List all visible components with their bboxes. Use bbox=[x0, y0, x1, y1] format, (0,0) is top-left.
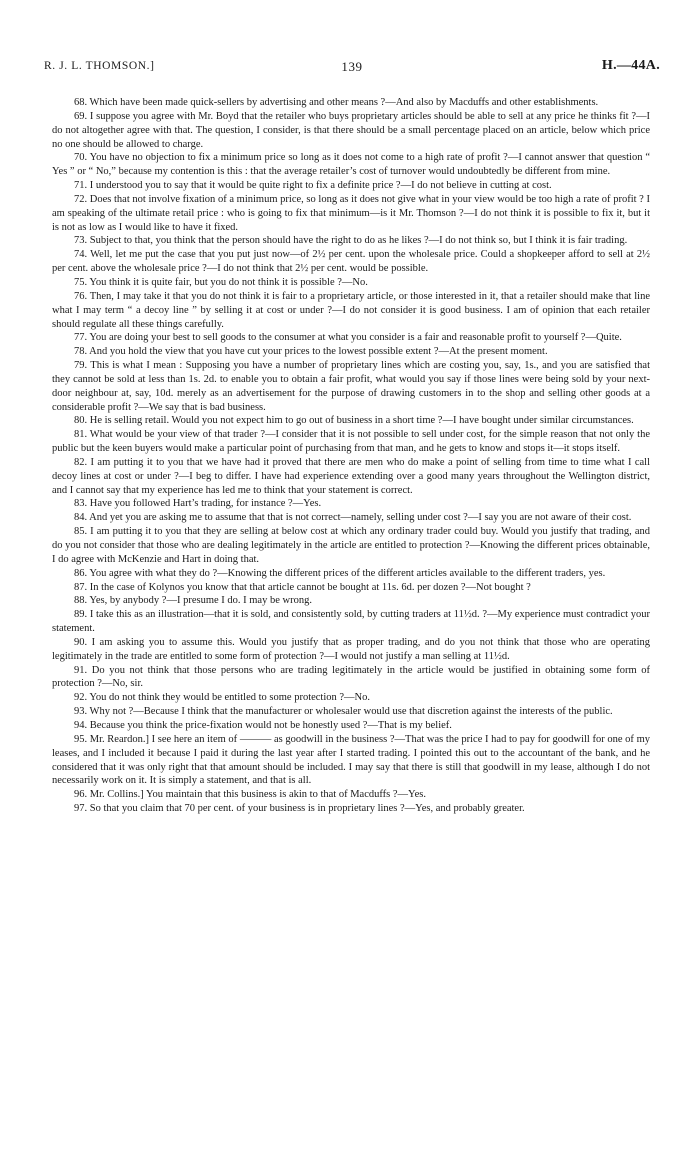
document-reference: H.—44A. bbox=[601, 58, 660, 73]
paragraph-70: 70. You have no objection to fix a minimum price so long as it does not come to a high rate of profit ?—I cannot answer that question “ Yes ” or “ No,” because my contention is this : that the average retailer’s cost of turnover would undoubtedly be different from mine. bbox=[52, 152, 650, 178]
paragraph-95: 95. Mr. Reardon.] I see here an item of ——— as goodwill in the business ?—That was the price I had to pay for goodwill for one of my leases, and I included it because I paid it during the last year after I started trading. I pointed this out to the accountant of the bank, and he considered that it was only right that that amount should be included. I may say that there is still that goodwill in my lease, although I do not necessarily work on it. It is simply a statement, and that is all. bbox=[52, 733, 650, 787]
paragraph-80: 80. He is selling retail. Would you not expect him to go out of business in a short time ?—I have bought under similar circumstances. bbox=[74, 415, 634, 427]
paragraph-69: 69. I suppose you agree with Mr. Boyd that the retailer who buys proprietary articles should be able to sell at any price he thinks fit ?—I do not altogether agree with that. The question, I consider, is that there should be a small percentage placed on an article, below which price no one should be allowed to charge. bbox=[52, 110, 650, 150]
paragraph-86: 86. You agree with what they do ?—Knowing the different prices of the different articles available to the different traders, yes. bbox=[74, 567, 606, 579]
paragraph-85: 85. I am putting it to you that they are selling at below cost at which any ordinary trader could buy. Would you justify that trading, and do you not consider that those who are dealing legitimately in the article are entitled to protection ?—Knowing the different prices obtainable, I do agree with McKenzie and Hart in doing that. bbox=[52, 526, 650, 565]
paragraph-68: 68. Which have been made quick-sellers by advertising and other means ?—And also by Macduffs and other establishments. bbox=[74, 97, 599, 108]
paragraph-91: 91. Do you not think that those persons who are trading legitimately in the article would be justified in obtaining some form of protection ?—No, sir. bbox=[52, 664, 650, 690]
paragraph-81: 81. What would be your view of that trader ?—I consider that it is not possible to sell under cost, for the simple reason that not only the public but the keen buyers would make a particular point of purchasing from that man, and he gets to know and stops it—it stops itself. bbox=[52, 429, 650, 455]
running-head-author: R. J. L. THOMSON.] bbox=[44, 60, 155, 72]
paragraph-88: 88. Yes, by anybody ?—I presume I do. I may be wrong. bbox=[74, 595, 312, 607]
paragraph-71: 71. I understood you to say that it would be quite right to fix a definite price ?—I do not believe in cutting at cost. bbox=[74, 180, 552, 192]
paragraph-78: 78. And you hold the view that you have cut your prices to the lowest possible extent ?—At the present moment. bbox=[74, 346, 548, 358]
paragraph-79: 79. This is what I mean : Supposing you have a number of proprietary lines which are costing you, say, 1s., and you are satisfied that they cannot be sold at less than 1s. 2d. to enable you to obtain a fair profit, what would you say if those lines were being sold by your next-door neighbour at, say, 10d. merely as an advertisement for the purpose of drawing customers in to the shop and selling other goods at a considerable profit ?—We say that is bad business. bbox=[52, 360, 650, 413]
paragraph-97: 97. So that you claim that 70 per cent. of your business is in proprietary lines ?—Yes, and probably greater. bbox=[74, 803, 525, 815]
page-header bbox=[44, 60, 660, 78]
paragraph-84: 84. And yet you are asking me to assume that that is not correct—namely, selling under cost ?—I say you are not aware of their cost. bbox=[74, 512, 632, 524]
paragraph-74: 74. Well, let me put the case that you put just now—of 2½ per cent. upon the wholesale price. Could a shopkeeper afford to sell at 2½ per cent. above the wholesale price ?—I do not think that 2½ per cent. would be possible. bbox=[52, 249, 650, 275]
paragraph-96: 96. Mr. Collins.] You maintain that this business is akin to that of Macduffs ?—Yes. bbox=[74, 789, 426, 801]
paragraph-90: 90. I am asking you to assume this. Would you justify that as proper trading, and do you not think that those who are operating legitimately in the trade are entitled to some form of protection ?—I would not justify a man selling at 11½d. bbox=[52, 636, 650, 662]
page-number: 139 bbox=[341, 59, 363, 74]
paragraph-76: 76. Then, I may take it that you do not think it is fair to a proprietary article, or those interested in it, that a retailer should make that line what I may term “ a decoy line ” by selling it at cost or under ?—I do not consider it is good business. I am of opinion that each retailer should regulate all these things carefully. bbox=[52, 290, 650, 330]
paragraph-73: 73. Subject to that, you think that the person should have the right to do as he likes ?—I do not think so, but I think it is fair trading. bbox=[74, 235, 628, 247]
paragraph-92: 92. You do not think they would be entitled to some protection ?—No. bbox=[74, 692, 371, 704]
evidence-text bbox=[52, 96, 650, 816]
paragraph-82: 82. I am putting it to you that we have had it proved that there are men who do make a point of selling from time to time what I call decoy lines at cost or under ?—I beg to differ. I have had experience extending over a good many years throughout the Wellington district, and I cannot say that my experience has led me to think that your statement is correct. bbox=[52, 456, 650, 496]
paragraph-72: 72. Does that not involve fixation of a minimum price, so long as it does not give what in your view would be too high a rate of profit ? I am speaking of the ultimate retail price : who is going to fix that minimum—is it Mr. Thomson ?—I do not think it is possible to fix it, but it is not as low as I would like to have it fixed. bbox=[52, 193, 650, 233]
paragraph-89: 89. I take this as an illustration—that it is sold, and consistently sold, by cutting traders at 11½d. ?—My experience must contradict your statement. bbox=[52, 609, 650, 635]
paragraph-87: 87. In the case of Kolynos you know that that article cannot be bought at 11s. 6d. per dozen ?—Not bought ? bbox=[74, 581, 531, 593]
paragraph-83: 83. Have you followed Hart’s trading, for instance ?—Yes. bbox=[74, 498, 322, 510]
paragraph-77: 77. You are doing your best to sell goods to the consumer at what you consider is a fair and reasonable profit to yourself ?—Quite. bbox=[74, 332, 622, 344]
paragraph-94: 94. Because you think the price-fixation would not be honestly used ?—That is my belief. bbox=[74, 719, 452, 731]
paragraph-75: 75. You think it is quite fair, but you do not think it is possible ?—No. bbox=[74, 276, 368, 288]
paragraph-93: 93. Why not ?—Because I think that the manufacturer or wholesaler would use that discretion against the interests of the public. bbox=[74, 706, 613, 718]
